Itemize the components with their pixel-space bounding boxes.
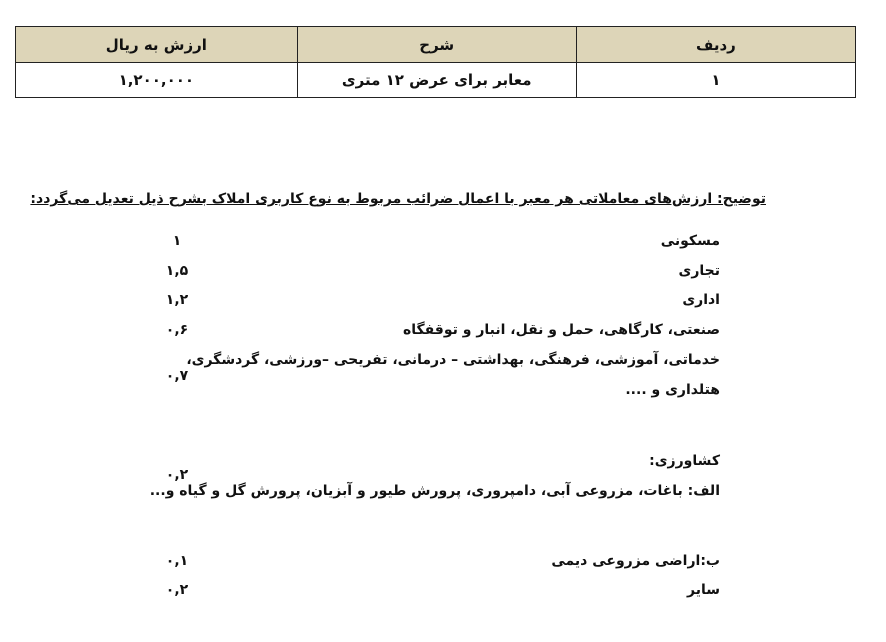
usage-administrative: اداری bbox=[682, 292, 720, 308]
table-row bbox=[16, 63, 856, 98]
coef-agriculture-a: ۰,۲ bbox=[165, 467, 189, 483]
usage-services-line1: خدماتی، آموزشی، فرهنگی، بهداشتی – درمانی، تفریحی –ورزشی، گردشگری، bbox=[186, 352, 720, 368]
cell-description: معابر برای عرض ۱۲ متری bbox=[297, 63, 576, 98]
table-header-row bbox=[16, 27, 856, 63]
cell-value: ۱,۲۰۰,۰۰۰ bbox=[16, 63, 298, 98]
header-row-number: ردیف bbox=[576, 27, 855, 63]
coef-services: ۰,۷ bbox=[165, 368, 189, 384]
usage-industrial: صنعتی، کارگاهی، حمل و نقل، انبار و توقفگاه bbox=[402, 322, 720, 338]
header-value-rial: ارزش به ریال bbox=[16, 27, 298, 63]
coef-commercial: ۱,۵ bbox=[165, 263, 189, 279]
cell-row-number: ۱ bbox=[576, 63, 855, 98]
coef-administrative: ۱,۲ bbox=[165, 292, 189, 308]
usage-other: سایر bbox=[687, 582, 720, 598]
usage-agriculture-heading: کشاورزی: bbox=[649, 453, 720, 469]
valuation-table bbox=[15, 26, 856, 98]
explanation-note: توضیح: ارزش‌های معاملاتی هر معبر با اعمال ضرائب مربوط به نوع کاربری املاک بشرح ذیل تعدیل می‌گردد: bbox=[30, 191, 766, 207]
coef-industrial: ۰,۶ bbox=[165, 322, 189, 338]
usage-commercial: تجاری bbox=[678, 263, 720, 279]
coef-agriculture-b: ۰,۱ bbox=[165, 553, 189, 569]
coef-residential: ۱ bbox=[172, 233, 182, 249]
usage-agriculture-b: ب:اراضی مزروعی دیمی bbox=[551, 553, 720, 569]
usage-services-line2: هتلداری و .... bbox=[625, 382, 720, 398]
header-description: شرح bbox=[297, 27, 576, 63]
usage-agriculture-a: الف: باغات، مزروعی آبی، دامپروری، پرورش طیور و آبزیان، پرورش گل و گیاه و... bbox=[149, 483, 720, 499]
coef-other: ۰,۲ bbox=[165, 582, 189, 598]
usage-residential: مسکونی bbox=[660, 233, 720, 249]
